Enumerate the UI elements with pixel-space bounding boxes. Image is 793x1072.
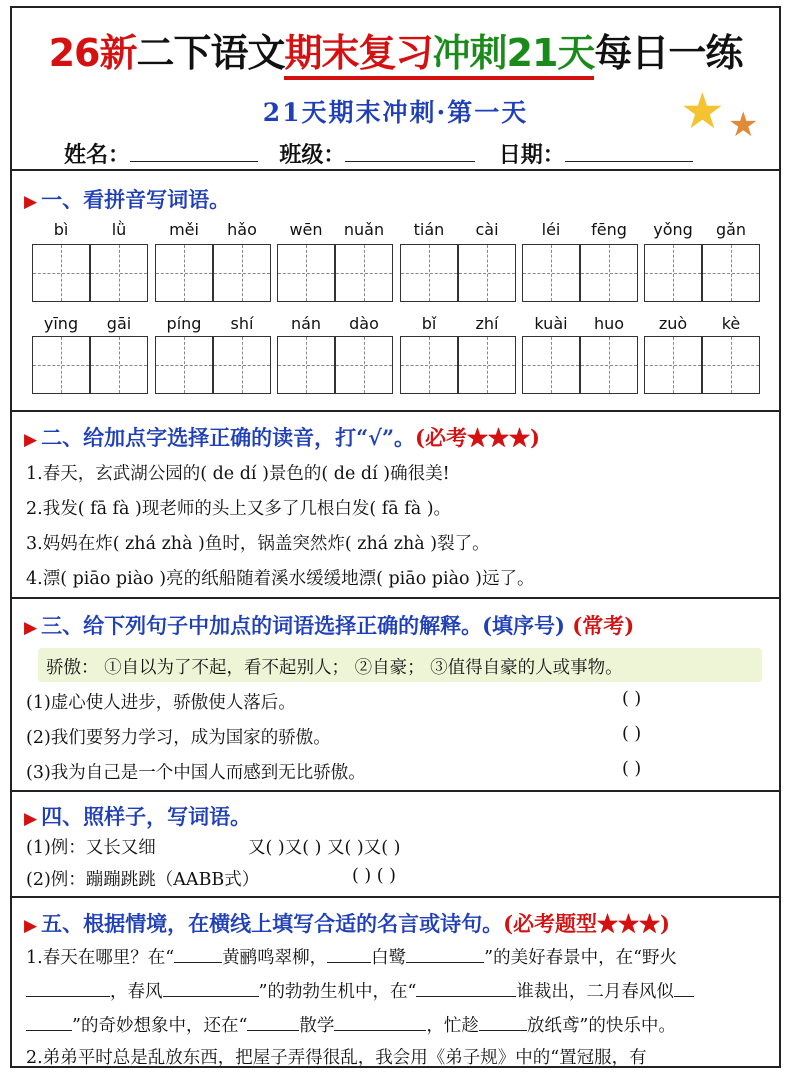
blank-2[interactable] <box>327 962 371 963</box>
title-part-review: 期末复习 <box>284 31 432 80</box>
star-icon: ★ <box>680 82 725 140</box>
example-1-label: (1)例：又长又细 <box>26 838 156 858</box>
pinyin-label: kè <box>721 314 741 333</box>
blank-1[interactable] <box>174 962 222 963</box>
blank-5[interactable] <box>163 996 259 997</box>
pinyin-label: gǎn <box>715 220 747 239</box>
fill-line-1: 1.春天在哪里？在“ 黄鹂鸣翠柳， 白鹭 ”的美好春景中，在“野火 <box>26 948 678 968</box>
blank-9[interactable] <box>247 1030 299 1031</box>
pinyin-label: nuǎn <box>343 220 385 239</box>
writing-cell[interactable] <box>458 244 516 302</box>
fill-line-3: ”的奇妙想象中，还在“ 散学 ，忙趁 放纸鸢”的快乐中。 <box>26 1012 676 1037</box>
writing-cell[interactable] <box>277 336 335 394</box>
pinyin-label: huo <box>593 314 625 333</box>
title-part-subject: 二下语文 <box>136 31 285 75</box>
writing-cell[interactable] <box>400 336 458 394</box>
pinyin-label: bǐ <box>421 314 437 333</box>
divider <box>12 896 779 898</box>
writing-cell[interactable] <box>522 336 580 394</box>
pinyin-label: yīng <box>43 314 79 333</box>
title-part-sprint: 冲刺21天 <box>433 31 595 80</box>
writing-cell[interactable] <box>155 244 213 302</box>
pinyin-label: kuài <box>534 314 568 333</box>
writing-cell[interactable] <box>213 244 271 302</box>
sentence-item-1: (1)虚心使人进步，骄傲使人落后。 <box>26 693 296 713</box>
divider <box>12 410 779 412</box>
writing-cell[interactable] <box>522 244 580 302</box>
pinyin-label: shí <box>230 314 254 333</box>
writing-cell[interactable] <box>644 244 702 302</box>
blank-10[interactable] <box>334 1030 426 1031</box>
pinyin-label: tián <box>413 220 445 239</box>
pronunciation-item-2[interactable]: 2.我发( fā fà )现老师的头上又多了几根白发( fā fà )。 <box>26 499 452 519</box>
title-part-grade: 26新 <box>48 31 137 75</box>
pinyin-label: cài <box>475 220 499 239</box>
small-star-icon: ★ <box>728 105 759 145</box>
pinyin-label: hǎo <box>227 220 257 239</box>
writing-cell[interactable] <box>277 244 335 302</box>
triangle-icon: ▶ <box>24 809 38 829</box>
pronunciation-item-1[interactable]: 1.春天，玄武湖公园的( de dí )景色的( de dí )确很美! <box>26 464 450 484</box>
blank-8[interactable] <box>26 1030 72 1031</box>
title-part-daily: 每日一练 <box>594 31 743 75</box>
writing-cell[interactable] <box>400 244 458 302</box>
pinyin-label: měi <box>169 220 199 239</box>
pronunciation-item-3[interactable]: 3.妈妈在炸( zhá zhà )鱼时，锅盖突然炸( zhá zhà )裂了。 <box>26 534 490 554</box>
triangle-icon: ▶ <box>24 618 38 638</box>
triangle-icon: ▶ <box>24 916 38 936</box>
writing-cell[interactable] <box>580 244 638 302</box>
blank-6[interactable] <box>416 996 516 997</box>
pinyin-label: bì <box>53 220 69 239</box>
writing-cell[interactable] <box>702 336 760 394</box>
pinyin-label: gāi <box>106 314 132 333</box>
blank-7[interactable] <box>674 996 694 997</box>
writing-cell[interactable] <box>90 336 148 394</box>
example-2-label: (2)例：蹦蹦跳跳（AABB式） <box>26 870 260 890</box>
divider <box>12 790 779 792</box>
pinyin-label: fēng <box>591 220 627 239</box>
name-label: 姓名： <box>64 142 131 168</box>
divider <box>12 597 779 599</box>
pinyin-label: yǒng <box>653 220 693 239</box>
class-label: 班级： <box>279 142 346 168</box>
sentence-item-3: (3)我为自己是一个中国人而感到无比骄傲。 <box>26 763 366 783</box>
section-1-heading: ▶ 一、看拼音写词语。 <box>24 187 231 212</box>
triangle-icon: ▶ <box>24 430 38 450</box>
page-title <box>12 22 779 77</box>
pronunciation-item-4[interactable]: 4.漂( piāo piào )亮的纸船随着溪水缓缓地漂( piāo piào )远了。 <box>26 569 535 589</box>
date-label: 日期： <box>498 142 565 168</box>
writing-cell[interactable] <box>155 336 213 394</box>
writing-cell[interactable] <box>32 244 90 302</box>
answer-paren-2[interactable]: ( ) <box>622 724 642 744</box>
answer-paren-1[interactable]: ( ) <box>622 689 642 709</box>
blank-3[interactable] <box>406 962 484 963</box>
blank-4[interactable] <box>26 996 110 997</box>
section-3-heading: ▶ 三、给下列句子中加点的词语选择正确的解释。(填序号) (常考) <box>24 613 635 638</box>
page-subtitle: 21天期末冲刺·第一天 <box>262 98 529 127</box>
section-5-heading: ▶ 五、根据情境，在横线上填写合适的名言或诗句。(必考题型★★★) <box>24 911 670 936</box>
pinyin-label: píng <box>166 314 202 333</box>
date-field[interactable] <box>565 161 693 162</box>
pinyin-label: nán <box>290 314 322 333</box>
example-1-blanks[interactable]: 又( )又( ) 又( )又( ) <box>248 838 401 858</box>
must-test-note: (必考★★★) <box>415 425 540 450</box>
definition-line: 骄傲： ①自以为了不起，看不起别人； ②自豪； ③值得自豪的人或事物。 <box>46 658 623 678</box>
pinyin-label: wēn <box>289 220 323 239</box>
writing-cell[interactable] <box>580 336 638 394</box>
student-info-row <box>64 138 693 169</box>
must-test-type-note: (必考题型★★★) <box>503 911 670 936</box>
pinyin-label: zuò <box>658 314 688 333</box>
pinyin-label: lǜ <box>111 220 127 239</box>
writing-cell[interactable] <box>644 336 702 394</box>
name-field[interactable] <box>130 161 258 162</box>
section-4-heading: ▶ 四、照样子，写词语。 <box>24 804 252 829</box>
writing-cell[interactable] <box>702 244 760 302</box>
worksheet-page <box>10 6 781 1068</box>
pinyin-label: dào <box>349 314 379 333</box>
section-2-heading: ▶ 二、给加点字选择正确的读音，打“√”。(必考★★★) <box>24 425 540 450</box>
writing-cell[interactable] <box>32 336 90 394</box>
fill-line-4: 2.弟弟平时总是乱放东西，把屋子弄得很乱，我会用《弟子规》中的“置冠服，有 <box>26 1048 647 1068</box>
writing-cell[interactable] <box>90 244 148 302</box>
divider <box>12 169 779 171</box>
pinyin-label: léi <box>541 220 561 239</box>
common-test-note: (常考) <box>572 613 635 638</box>
example-2-blanks[interactable]: ( ) ( ) <box>352 866 396 886</box>
writing-cell[interactable] <box>335 244 393 302</box>
triangle-icon: ▶ <box>24 192 38 212</box>
fill-line-2: ，春风 ”的勃勃生机中，在“ 谁裁出，二月春风似 <box>26 978 694 1003</box>
answer-paren-3[interactable]: ( ) <box>622 759 642 779</box>
writing-cell[interactable] <box>335 336 393 394</box>
blank-11[interactable] <box>479 1030 527 1031</box>
writing-cell[interactable] <box>213 336 271 394</box>
pinyin-label: zhí <box>475 314 499 333</box>
class-field[interactable] <box>345 161 475 162</box>
sentence-item-2: (2)我们要努力学习，成为国家的骄傲。 <box>26 728 331 748</box>
writing-cell[interactable] <box>458 336 516 394</box>
